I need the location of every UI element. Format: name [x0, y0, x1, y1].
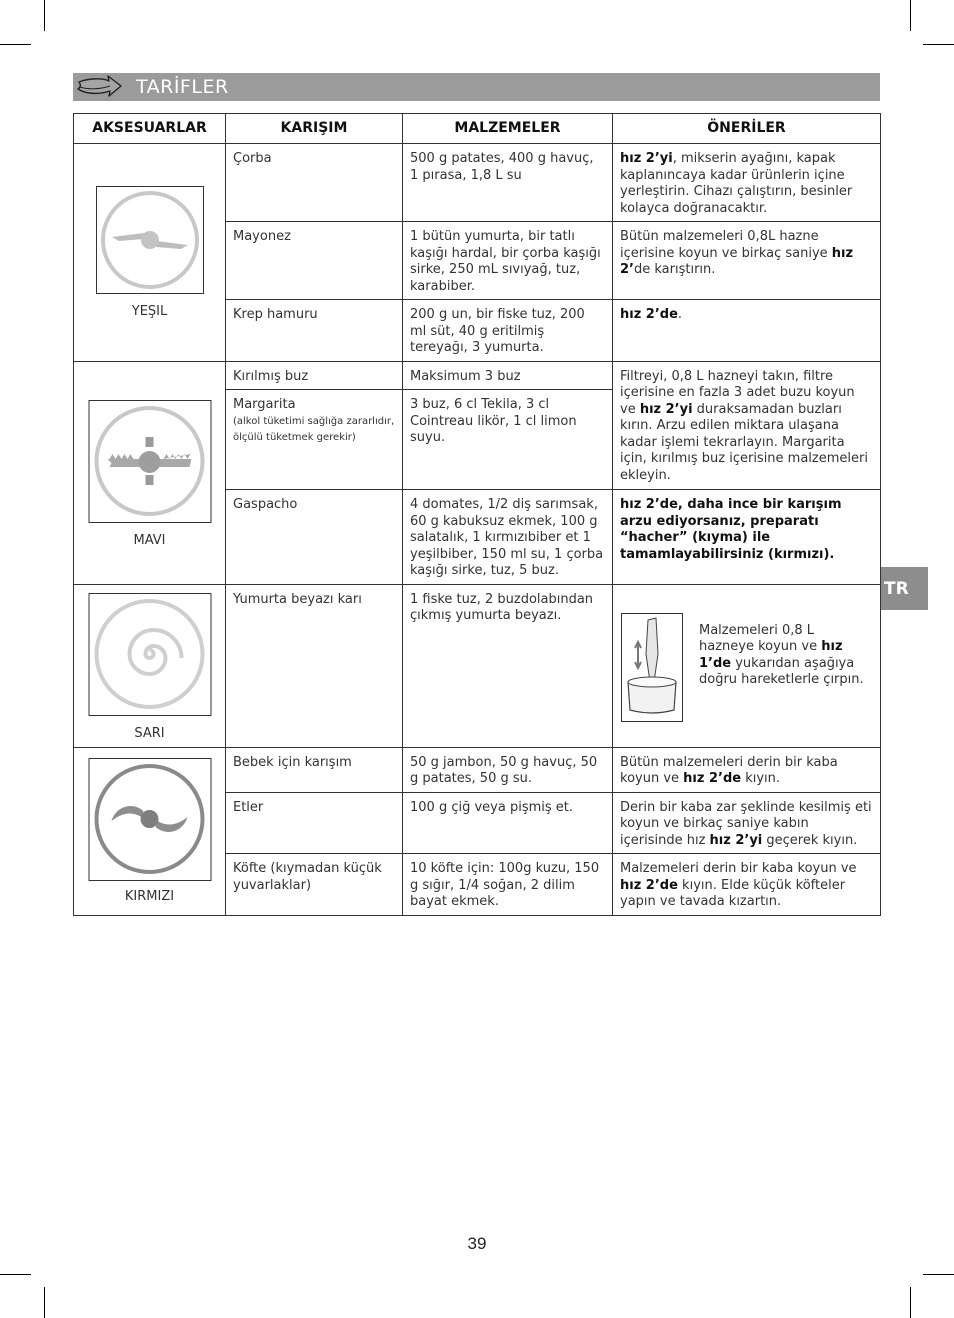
speed-text: hız 2’de: [683, 771, 742, 786]
tip-cell: [613, 747, 881, 792]
speed-text: hız 1’de: [699, 639, 843, 671]
column-header: ÖNERİLER: [613, 114, 881, 144]
speed-text: hız 2’: [620, 245, 854, 277]
tip-text: Bütün malzemeleri derin bir kaba koyun ve: [620, 754, 838, 786]
tip-cell: [613, 584, 881, 747]
table-row: [74, 747, 881, 792]
blade-disc-icon: [96, 186, 204, 294]
page-number: 39: [467, 1234, 487, 1253]
accessory-cell: [74, 361, 226, 584]
accessory-cell: [74, 747, 226, 915]
ingredients-cell: 3 buz, 6 cl Tekila, 3 cl Cointreau likör, 1 cl limon suyu.: [403, 390, 613, 490]
mix-cell: Bebek için karışım: [226, 747, 403, 792]
mix-cell: [226, 390, 403, 490]
accessory-label: YEŞIL: [131, 304, 168, 319]
tip-text: duraksamadan buzları kırın. Arzu edilen miktara ulaşana kadar işlemi tekrarlayın. Margarita için, kırılmış buz içerisine malzemeleri ekleyin.: [620, 401, 868, 483]
ingredients-cell: 100 g çiğ veya pişmiş et.: [403, 792, 613, 854]
tip-cell: [613, 144, 881, 222]
crop-mark: [0, 1274, 31, 1275]
mix-text: Margarita: [233, 397, 296, 412]
crop-mark: [0, 44, 31, 45]
tip-cell: [613, 490, 881, 585]
mix-cell: Çorba: [226, 144, 403, 222]
tip-text-block: [699, 623, 872, 689]
speed-text: hız 2’de: [620, 877, 678, 893]
section-banner: [73, 73, 880, 101]
tip-text: Derin bir kaba zar şeklinde kesilmiş eti koyun ve birkaç saniye kabın içerisinde hız: [620, 799, 872, 848]
table-header-row: [74, 114, 881, 144]
mix-cell: Köfte (kıymadan küçük yuvarlaklar): [226, 854, 403, 916]
mix-cell: Yumurta beyazı karı: [226, 584, 403, 747]
column-header: AKSESUARLAR: [74, 114, 226, 144]
crop-mark: [44, 1287, 45, 1318]
mix-note: (alkol tüketimi sağlığa zararlıdır, ölçülü tüketmek gerekir): [233, 415, 395, 443]
chopper-blade-icon: [88, 758, 211, 881]
speed-text: hız 2’de,: [620, 497, 683, 512]
crop-mark: [923, 44, 954, 45]
tip-text: kıyın. Elde küçük köfteler yapın ve tavada kızartın.: [620, 877, 846, 909]
table-row: [74, 584, 881, 747]
tip-text: , mikserin ayağını, kapak kaplanıncaya kadar ürünlerin içine yerleştirin. Cihazı çalıştırın, besinler kolayca doğranacaktır.: [620, 151, 853, 216]
crop-mark: [923, 1274, 954, 1275]
ingredients-cell: Maksimum 3 buz: [403, 361, 613, 390]
ingredients-cell: 50 g jambon, 50 g havuç, 50 g patates, 50 g su.: [403, 747, 613, 792]
column-header: MALZEMELER: [403, 114, 613, 144]
crop-mark: [44, 0, 45, 31]
mix-cell: Mayonez: [226, 222, 403, 300]
speed-text: hız 2’yi: [639, 401, 693, 417]
accessory-label: SARI: [134, 725, 165, 741]
language-tab-label: TR: [884, 579, 909, 599]
whisk-disc-icon: [88, 593, 211, 716]
ice-crusher-disc-icon: [88, 400, 211, 523]
tip-text: Filtreyi, 0,8 L hazneyi takın, filtre içerisine en fazla 3 adet buzu koyun ve: [620, 368, 855, 417]
crop-mark: [910, 0, 911, 31]
speed-text: hız 2’yi: [709, 832, 763, 848]
ingredients-cell: 1 fiske tuz, 2 buzdolabından çıkmış yumurta beyazı.: [403, 584, 613, 747]
recipes-table: [73, 113, 881, 916]
ingredients-cell: 4 domates, 1/2 diş sarımsak, 60 g kabuksuz ekmek, 100 g salatalık, 1 kırmızıbiber et 1 yeşilbiber, 150 ml su, 1 çorba kaşığı sirke, tuz, 5 buz.: [403, 490, 613, 585]
table-row: [74, 144, 881, 222]
tip-cell: [613, 222, 881, 300]
tip-cell: [613, 792, 881, 854]
tip-text: Malzemeleri derin bir kaba koyun ve: [620, 861, 857, 876]
ingredients-cell: 10 köfte için: 100g kuzu, 150 g sığır, 1/4 soğan, 2 dilim bayat ekmek.: [403, 854, 613, 916]
accessory-label: KIRMIZI: [124, 888, 175, 904]
tip-text: de karıştırın.: [633, 262, 716, 277]
arrow-icon: [75, 74, 125, 100]
speed-text: hız 2’de: [620, 307, 678, 322]
tip-text: yukarıdan aşağıya doğru hareketlerle çırpın.: [699, 655, 864, 687]
tip-text: .: [677, 307, 683, 322]
tip-cell: [613, 361, 881, 490]
tip-cell: [613, 854, 881, 916]
page-title: TARİFLER: [136, 76, 229, 98]
tip-cell: [613, 300, 881, 362]
speed-text: hız 2’yi: [620, 151, 673, 166]
ingredients-cell: 200 g un, bir fiske tuz, 200 ml süt, 40 g eritilmiş tereyağı, 3 yumurta.: [403, 300, 613, 362]
mix-cell: Kırılmış buz: [226, 361, 403, 390]
table-row: [74, 361, 881, 390]
tip-text: daha ince bir karışım arzu ediyorsanız, preparatı “hacher” (kıyma) ile tamamlayabilirsiniz (kırmızı).: [620, 497, 842, 562]
tip-text: geçerek kıyın.: [762, 832, 858, 848]
mix-cell: Gaspacho: [226, 490, 403, 585]
tip-text: Bütün malzemeleri 0,8L hazne içerisine koyun ve birkaç saniye: [620, 229, 832, 261]
crop-mark: [910, 1287, 911, 1318]
accessory-cell: [74, 584, 226, 747]
tip-text: kıyın.: [741, 771, 781, 786]
accessory-label: MAVI: [133, 532, 166, 548]
ingredients-cell: 1 bütün yumurta, bir tatlı kaşığı hardal, bir çorba kaşığı sirke, 250 mL sıvıyağ, tuz, karabiber.: [403, 222, 613, 300]
mix-cell: Etler: [226, 792, 403, 854]
ingredients-cell: 500 g patates, 400 g havuç, 1 pırasa, 1,8 L su: [403, 144, 613, 222]
language-tab: [881, 567, 928, 610]
column-header: KARIŞIM: [226, 114, 403, 144]
mix-cell: Krep hamuru: [226, 300, 403, 362]
accessory-cell: [74, 144, 226, 362]
tip-text: Malzemeleri 0,8 L hazneye koyun ve: [699, 622, 822, 654]
hand-blender-whisk-icon: [621, 613, 683, 722]
